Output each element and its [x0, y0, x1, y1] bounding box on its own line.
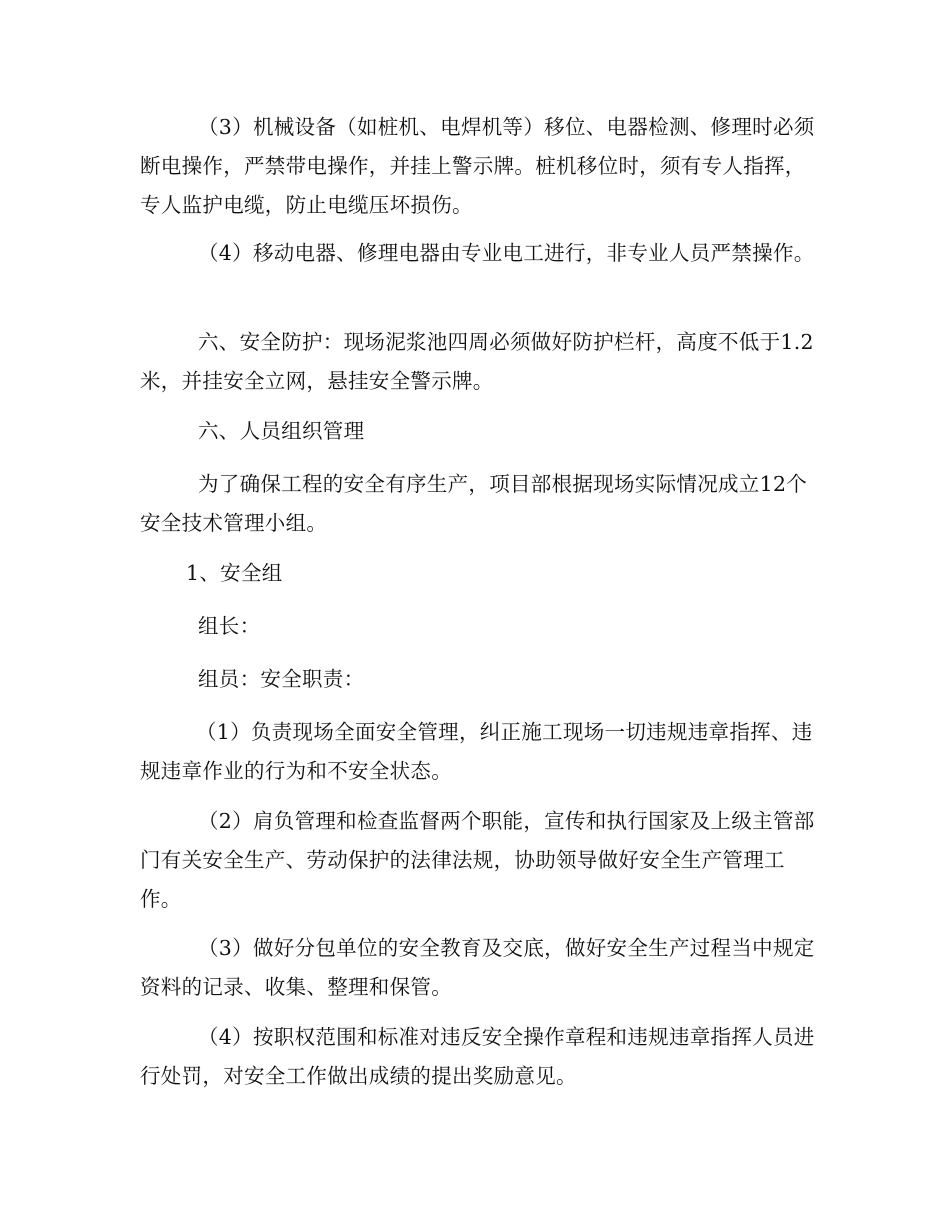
duty-item-2: （2）肩负管理和检查监督两个职能，宣传和执行国家及上级主管部门有关安全生产、劳动保护的法律法规，协助领导做好安全生产管理工作。 — [140, 809, 815, 911]
paragraph-safety-protection: 六、安全防护：现场泥浆池四周必须做好防护栏杆，高度不低于1.2米，并挂安全立网，悬挂安全警示牌。 — [140, 330, 814, 393]
duty-item-1: （1）负责现场全面安全管理，纠正施工现场一切违规违章指挥、违规违章作业的行为和不安全状态。 — [140, 720, 813, 783]
duty-item-4: （4）按职权范围和标准对违反安全操作章程和违规违章指挥人员进行处罚，对安全工作做出成绩的提出奖励意见。 — [140, 1025, 815, 1088]
duty-item-3: （3）做好分包单位的安全教育及交底，做好安全生产过程当中规定资料的记录、收集、整理和保管。 — [140, 936, 815, 999]
section-heading-personnel: 六、人员组织管理 — [198, 419, 365, 443]
field-group-members: 组员：安全职责： — [198, 667, 365, 691]
field-group-leader: 组长： — [198, 614, 261, 638]
subheading-safety-group: 1、安全组 — [186, 561, 283, 585]
paragraph-machine-relocation: （3）机械设备（如桩机、电焊机等）移位、电器检测、修理时必须断电操作，严禁带电操作，并挂上警示牌。桩机移位时，须有专人指挥，专人监护电缆，防止电缆压坏损伤。 — [140, 115, 815, 217]
paragraph-mobile-electrical: （4）移动电器、修理电器由专业电工进行，非专业人员严禁操作。 — [198, 241, 815, 265]
paragraph-intro-groups: 为了确保工程的安全有序生产，项目部根据现场实际情况成立12个安全技术管理小组。 — [140, 472, 808, 535]
